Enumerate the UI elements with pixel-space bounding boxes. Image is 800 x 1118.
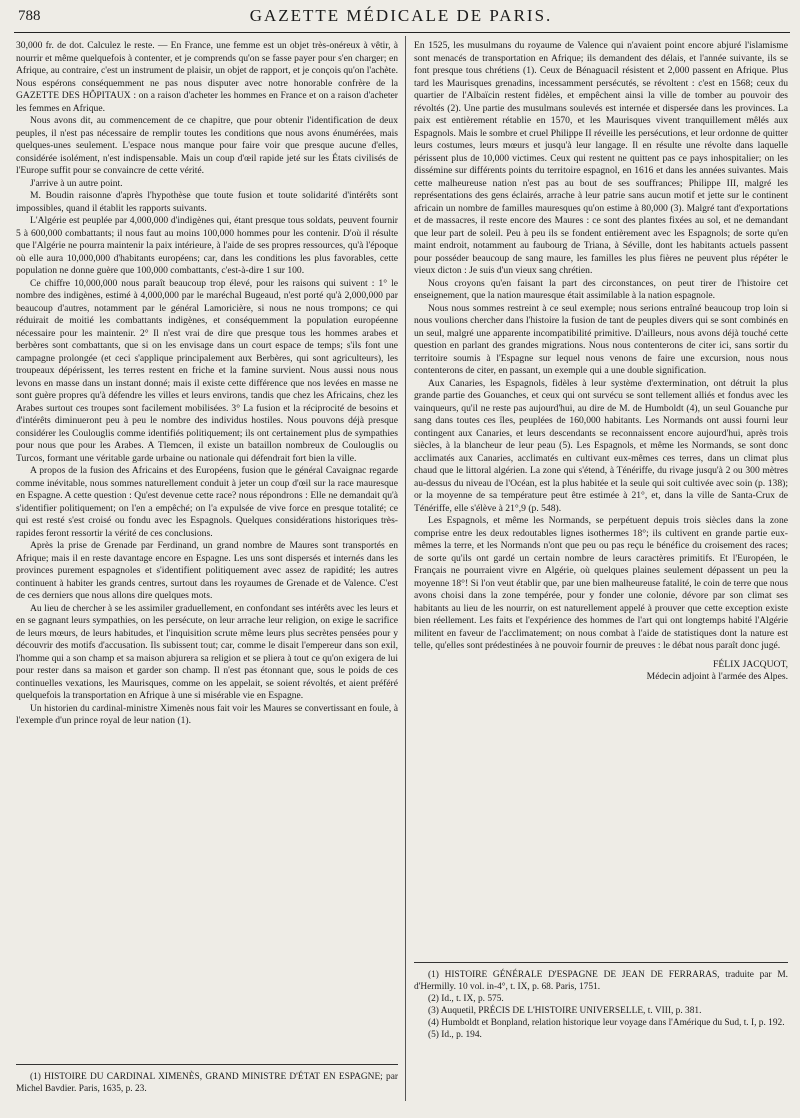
header-rule — [14, 32, 790, 33]
page-number: 788 — [18, 8, 41, 24]
footnote: (3) Auquetil, PRÉCIS DE L'HISTOIRE UNIVERSELLE, t. VIII, p. 381. — [428, 1006, 702, 1016]
paragraph: Nous avons dit, au commencement de ce chapitre, que pour obtenir l'identification de deux peuples, il n'est pas nécessaire de remplir toutes les conditions que nous avons énumérées, mais quelques-unes seulement. L'espace nous manque pour faire voir que presque aucune d'elles, considérée isolément, n'est indispensable. Mais un coup d'œil rapide jeté sur les États civilisés de l'Europe suffit pour se convaincre de cette vérité. — [16, 115, 398, 176]
paragraph: Aux Canaries, les Espagnols, fidèles à leur système d'extermination, ont détruit la plus grande partie des Gouanches, et ceux qui ont survécu se sont tellement alliés et fondus avec les vainqueurs, qu'il ne reste pas aujourd'hui, au dire de M. de Humboldt (4), un seul Gouanche pur sang dans toutes ces îles, peuplées de 160,000 habitants. Les Normands ont aussi fourni leur contingent aux Canaries, et leurs descendants se reconnaissent encore aujourd'hui, après trois siècles, à la blancheur de leur peau (5). Les Espagnols, et même les Normands, se sont donc acclimatés aux Canaries, acclimatés en cultivant eux-mêmes ces terres, dans un climat plus chaud que le littoral algérien. La zone qui s'étend, à Ténériffe, du rivage jusqu'à 2 ou 300 mètres au-dessus du niveau de l'Océan, est la plus habitée et la seule qui soit cultivée avec soin (p. 138); or la moyenne de sa température peut être estimée à 21°, et, dans la ville de Santa-Crux de Ténériffe, elle s'élève à 21°,9 (p. 548). — [414, 377, 788, 514]
author-name: FÉLIX JACQUOT, — [713, 658, 788, 670]
footnote: (1) HISTOIRE GÉNÉRALE D'ESPAGNE DE JEAN DE FERRARAS, traduite par M. d'Hermilly. 10 vol. in-4°, t. IX, p. 68. Paris, 1751. — [414, 970, 788, 992]
paragraph: Nous nous sommes restreint à ce seul exemple; nous serions entraîné beaucoup trop loin si nous voulions chercher dans l'histoire la fusion de tant de peuples divers qui se sont combinés en un seul, malgré une apparente incompatibilité primitive. D'ailleurs, nous avons déjà touché cette question en parlant des grandes migrations. Nous nous contenterons de citer ici, sans sortir du territoire soumis à l'Espagne sur lequel nous venons de faire une excursion, nous nous contenterons de citer, en passant, un exemple qui a une double signification. — [414, 302, 788, 376]
footnote: (5) Id., p. 194. — [428, 1030, 482, 1040]
paragraph: Les Espagnols, et même les Normands, se perpétuent depuis trois siècles dans la zone comprise entre les deux redoutables lignes isothermes 18°; ils cultivent en grande partie eux-mêmes la terre, et les Normands n'ont que peu ou pas reçu le bénéfice du croisement des races; de sorte qu'ils ont gardé un certain nombre de leurs caractères primitifs. Et l'Européen, le Français ne pourraient vivre en Algérie, où quelques plaines seulement dépassent un peu la moyenne 18°! Si l'on veut établir que, par une bien malheureuse fatalité, le coin de terre que nous avons choisi dans la zone tempérée, pour y fonder une colonie, dévore par son climat ses habitants au lieu de les nourrir, on est naturellement appelé à prouver que cette exception existe bien réellement. Les faits et l'expérience des hommes de l'art qui ont longtemps habité l'Algérie militent en faveur de l'acclimatement; on nous combat à l'aide de statistiques dont la nature est telle, qu'elles sont prédestinées à ne pouvoir fournir de preuves : le débat nous paraît donc jugé. — [414, 515, 788, 651]
footnote: (1) HISTOIRE DU CARDINAL XIMENÈS, GRAND MINISTRE D'ÉTAT EN ESPAGNE; par Michel Bavdier. Paris, 1635, p. 23. — [16, 1072, 398, 1094]
right-footnotes — [414, 962, 788, 1041]
left-footnotes — [16, 1064, 398, 1095]
page-header — [14, 6, 788, 28]
column-divider — [405, 36, 406, 1101]
running-title: GAZETTE MÉDICALE DE PARIS. — [249, 6, 553, 25]
paragraph: J'arrive à un autre point. — [30, 177, 123, 189]
paragraph: Après la prise de Grenade par Ferdinand, un grand nombre de Maures sont transportés en Afrique; mais il en reste davantage encore en Espagne. Les uns sont dispersés et internés dans les provinces purement espagnoles et s'identifient politiquement avec assez de rapidité; les autres continuent à habiter les grands centres, surtout dans les royaumes de Grenade et de Valence. C'est de ces derniers que nous allons dire quelques mots. — [16, 540, 398, 601]
footnote: (4) Humboldt et Bonpland, relation historique leur voyage dans l'Amérique du Sud, t. I, p. 192. — [428, 1018, 785, 1028]
footnote: (2) Id., t. IX, p. 575. — [428, 994, 504, 1004]
footnote-rule — [16, 1064, 398, 1065]
paragraph: Nous croyons qu'en faisant la part des circonstances, on peut tirer de l'histoire cet enseignement, que la nation mauresque était assimilable à la nation espagnole. — [414, 277, 788, 301]
paragraph: En 1525, les musulmans du royaume de Valence qui n'avaient point encore abjuré l'islamisme sont menacés de transportation en Afrique; ils demandent des délais, et l'année suivante, ils se font presque tous chrétiens (1). Ceux de Bénaguacil résistent et 2,000 passent en Afrique. Plus tard les Maurisques grenadins, incessamment persécutés, se révoltent : c'est en 1568; ceux du quartier de l'Albaïcin restent fidèles, et empêchent ainsi la ville de tomber au pouvoir des révoltés (2). Une partie des musulmans soulevés est internée et dispersée dans les provinces. La paix est entièrement rétablie en 1570, et les Maurisques vivent tranquillement mêlés aux Espagnols. Mais le sombre et cruel Philippe II réveille les persécutions, et leur ordonne de quitter leurs costumes, leurs mœurs et jusqu'à leur langage. Il en résulte une révolte dans laquelle périssent plus de 10,000 victimes. Ceux qui restent ne quittent pas ce pays inhospitalier; on les dissémine sur différents points du territoire espagnol, en 1616 et dans les années suivantes. Mais cette malheureuse nation n'est pas au bout de ses souffrances; Philippe III, malgré les représentations des gens éclairés, arrache à leur patrie sans aucun motif et jette sur le continent africain un nombre de familles mauresques qu'on estime à 80,000 (3). Malgré tant d'exportations et de massacres, il reste encore des Maures : ce sont des plantes fixées au sol, et ne demandant que leur part de soleil. Peu à peu ils se fondent entièrement avec les Espagnols; de sorte qu'en maint endroit, notamment au faubourg de Triana, à Séville, dont les habitants actuels passent pour posséder beaucoup de sang maure, les familles les plus fières ne peuvent plus répéter le vieux dicton : Je suis d'un vieux sang chrétien. — [414, 40, 788, 276]
left-column — [16, 40, 398, 728]
paragraph: Ce chiffre 10,000,000 nous paraît beaucoup trop élevé, pour les raisons qui suivent : 1° le nombre des indigènes, estimé à 4,000,000 par le maréchal Bugeaud, n'est porté qu'à 2,000,000 par beaucoup d'autres, notamment par le général Lamoricière, si nous ne nous trompons; ce qui réduirait de moitié les combattants indigènes, et conséquemment la population européenne nécessaire pour les maintenir. 2° Il n'est vrai de dire que presque tous les hommes arabes et berbères sont combattants, que si on les envisage dans un court espace de temps; s'ils font une campagne prolongée (et ceci s'applique principalement aux Berbères, qui sont agriculteurs), les troupeaux dépérissent, les terres restent en friche et la famine survient. Nous aussi nous nous levons en masse dans un instant donné; mais il existe cette différence que nos levées en masse ne sont guère propres qu'à défendre les villes et leurs environs, tandis que chez les Africains, chez les Arabes surtout ces troupes sont facilement mobilisées. 3° La fusion et la réciprocité de besoins et d'intérêts diminueront peu à peu le nombre des individus hostiles. Nous pouvons déjà presque considérer les Coulouglis comme identifiés politiquement; ils ont certainement plus de sympathies pour nous que pour les Arabes. A Tlemcen, il existe un bataillon nombreux de Coulouglis ou Turcos, formant une véritable garde urbaine ou nationale qui défendrait fort bien la ville. — [16, 277, 398, 464]
paragraph: Au lieu de chercher à se les assimiler graduellement, en confondant ses intérêts avec les leurs et en se gagnant leurs sympathies, on les persécute, on leur arrache leur religion, on exige le sacrifice de leurs mœurs, de leurs habitudes, et l'inquisition scrute même leurs plus secrètes pensées pour y découvrir des motifs d'accusation. Ils subissent tout; car, comme le disait l'empereur dans son exil, l'homme qui a son champ et sa maison abjurera sa religion et se pliera à tout ce qu'on exigera de lui pour rester dans sa maison et garder son champ. Il n'est pas étonnant que, sous le poids de ces continuelles vexations, les Maurisques, comme on les appelait, se soient révoltés, et aient préféré quelquefois la transportation en Afrique à une si misérable vie en Espagne. — [16, 602, 398, 701]
paragraph: M. Boudin raisonne d'après l'hypothèse que toute fusion et toute solidarité d'intérêts sont impossibles, quand il établit les rapports suivants. — [16, 190, 398, 214]
author-role: Médecin adjoint à l'armée des Alpes. — [646, 671, 788, 682]
paragraph: Un historien du cardinal-ministre Ximenès nous fait voir les Maures se convertissant en foule, à l'exemple d'un prince royal de leur nation (1). — [16, 702, 398, 726]
right-column — [414, 40, 788, 684]
footnote-rule — [414, 962, 788, 963]
paragraph: L'Algérie est peuplée par 4,000,000 d'indigènes qui, étant presque tous soldats, peuvent fournir 5 à 600,000 combattants; il nous faut au moins 100,000 hommes pour les contenir. D'où il résulte que l'Algérie ne pourra maintenir la paix intérieure, à l'aide de ses propres ressources, qu'à l'époque où elle aura 10,000,000 d'habitants européens; car, dans les conditions les plus favorables, cette population ne donne guère que 100,000 combattants, c'est-à-dire 1 sur 100. — [16, 215, 398, 276]
paragraph: A propos de la fusion des Africains et des Européens, fusion que le général Cavaignac regarde comme inévitable, nous sommes naturellement conduit à jeter un coup d'œil sur la race mauresque en Espagne. A cette question : Qu'est devenue cette race? nous répondrons : Elle ne demandait qu'à s'identifier politiquement; on l'en a empêché; on l'a expulsée de vive force en presque totalité; ce qui est resté s'est croisé ou fondu avec les Espagnols. Quelques considérations historiques très-rapides feront ressortir la vérité de ces conclusions. — [16, 465, 398, 539]
paragraph: 30,000 fr. de dot. Calculez le reste. — En France, une femme est un objet très-onéreux à vêtir, à nourrir et même quelquefois à contenter, et je comprends qu'on se fasse payer pour s'en charger; en Afrique, au contraire, c'est un instrument de plaisir, un objet de rapport, et je conçois qu'on l'achète. Nous espérons conséquemment ne pas nous disputer avec notre honorable confrère de la GAZETTE DES HÔPITAUX : on a raison d'acheter les hommes en France et on a raison d'acheter les femmes en Afrique. — [16, 40, 398, 114]
signature — [414, 659, 788, 684]
